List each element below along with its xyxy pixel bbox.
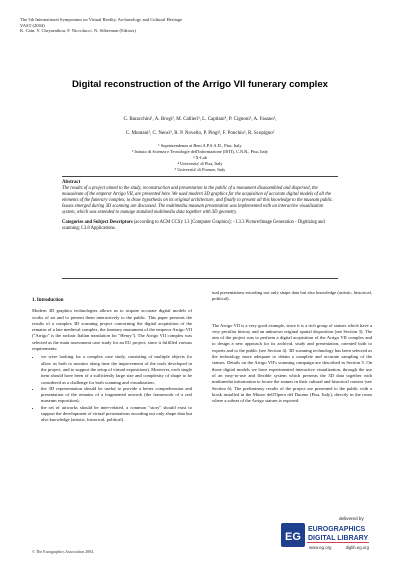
list-item: • we were looking for a complex case study, consisting of multiple objects (to allow us both to monitor along time the improvement of the tools developed in the project, and to support the setup of virtual expositions). Moreover, each single item should have been of a sufficiently large size and complexity of shape to be considered as a challenge for both scanning and visualization; [41, 354, 192, 385]
running-header [20, 17, 182, 34]
header-line-2: VAST (2004) [20, 22, 45, 28]
requirements-list [32, 354, 192, 423]
brand-line-2: DIGITAL LIBRARY [308, 535, 369, 542]
site-link-1[interactable]: www.eg.org [309, 545, 332, 550]
eurographics-digital-library-logo[interactable] [279, 514, 373, 554]
section-heading: 1. Introduction [32, 298, 64, 303]
affiliation: ¹ Soprintendenza ai Beni A.P.S.A.D., Pisa, Italy [158, 143, 242, 148]
intro-paragraph-2: The Arrigo VII is a very good example, since it is a rich group of statues which have a very peculiar history and an unknown original spatial disposition (see Section 3). The aim of the project was to perform a digital acquisition of the Arrigo VII complex and to design a new approach for its archival, study and presentation, oriented both to experts and to the public (see Section 4). 3D scanning technology has been selected as the technology more adequate to obtain a complete and accurate sampling of the statues. Details on the Arrigo VII's scanning campaign are described in Section 5. On those digital models we have experimented interactive visualization, through the use of an easy-to-use and flexible system which presents the 3D data together with multimedia information to locate the statues in their cultural and historical context (see Section 6). The preliminary results of the project are presented to the public with a kiosk installed in the Museo dell'Opera del Duomo (Pisa, Italy), directly in the room where a subset of the Arrigo statues is exposed. [212, 322, 372, 404]
abstract-heading: Abstract [62, 180, 81, 185]
abstract-body: The results of a project aimed to the study, reconstruction and presentation to the public of a monument disassembled and dispersed, the mausoleum of the emperor Arrigo VII, are presented here. We used modern 3D graphics for the acquisition of accurate digital models of all the elements of the funerary complex, to draw hypothesis on its original architecture, and finally to present all this knowledge to the museum public. Issues emerged during 3D scanning are discussed. The multimedia museum presentation was implemented with an interactive visualization system, which was extended to manage standard multimedia data together with 3D geometry. [62, 186, 334, 216]
eg-mark-icon: EG [285, 531, 301, 543]
header-line-3: K. Cain, Y. Chrysanthou, F. Niccolucci, N. Silberman (Editors) [20, 28, 136, 34]
list-item: • the set of artworks should be inter-related, a common "story" should exist to support the development of virtual presentations encoding not only shape data but also knowledge (artistic, historical, political). [41, 405, 192, 424]
abstract-bottom-rule [62, 278, 338, 279]
bullet-continuation: tual presentations encoding not only shape data but also knowledge (artistic, historical, political). [212, 290, 372, 302]
eg-logo-graphic [279, 514, 373, 554]
abstract-top-rule [62, 176, 338, 177]
site-link-2[interactable]: diglib.eg.org [345, 545, 369, 550]
categories [62, 220, 338, 232]
categories-text: I.3 [Computer Graphics]: - I.3.3 Picture/Image Generation - Digitizing and scanning; I.3.8 Applications. [62, 219, 325, 231]
brand-underline [307, 542, 369, 543]
authors-line-2: C. Montani², C. Nenci³, R. P. Novello, P. Pingi², F. Ponchio², R. Scopigno² [125, 131, 275, 136]
affiliation: ³ X-Lab [193, 154, 207, 160]
copyright-notice: © The Eurographics Association 2004. [32, 549, 95, 554]
authors-line-1: C. Baracchini¹, A. Brogi², M. Callieri², L. Capitani⁴, P. Cignoni², A. Fasano², [123, 117, 277, 122]
delivered-by-text: delivered by [339, 516, 364, 521]
affiliation: ⁴ Universita' di Pisa, Italy [177, 160, 223, 166]
affiliation: ⁵ Universita' di Firenze, Italy [174, 166, 226, 172]
header-line-1: The 5th International Symposium on Virtual Reality, Archaeology and Cultural Heritage [20, 17, 183, 22]
intro-paragraph: Modern 3D graphics technologies allows us to acquire accurate digital models of works of art and to present them interactively to the public. This paper presents the results of a complex 3D scanning project concerning the digital acquisition of the remains of a late medieval complex, the funerary monument of the emperor Arrigo VII ("Arrigo" is the archaic Italian translation for "Henry"). The Arrigo VII complex was selected as the main assessment case study for an EU project, since it fulfilled various requirements: [32, 308, 192, 352]
left-column [32, 290, 192, 424]
abstract [62, 180, 338, 232]
right-column [212, 290, 372, 406]
brand-line-1: EUROGRAPHICS [308, 526, 366, 533]
categories-ref: (according to ACM CCS): [133, 219, 184, 225]
categories-label: Categories and Subject Descriptors [62, 219, 133, 225]
list-item: • the 3D representation should be useful to provide a better comprehension and presentation of the remains of a fragmented artwork (the framework of a real museum exposition); [41, 386, 192, 405]
paper-title: Digital reconstruction of the Arrigo VII funerary complex [71, 79, 329, 90]
affiliations [60, 143, 340, 173]
affiliation: ² Istituto di Scienza e Tecnologie dell'Informazione (ISTI), C.N.R., Pisa, Italy [131, 148, 269, 154]
